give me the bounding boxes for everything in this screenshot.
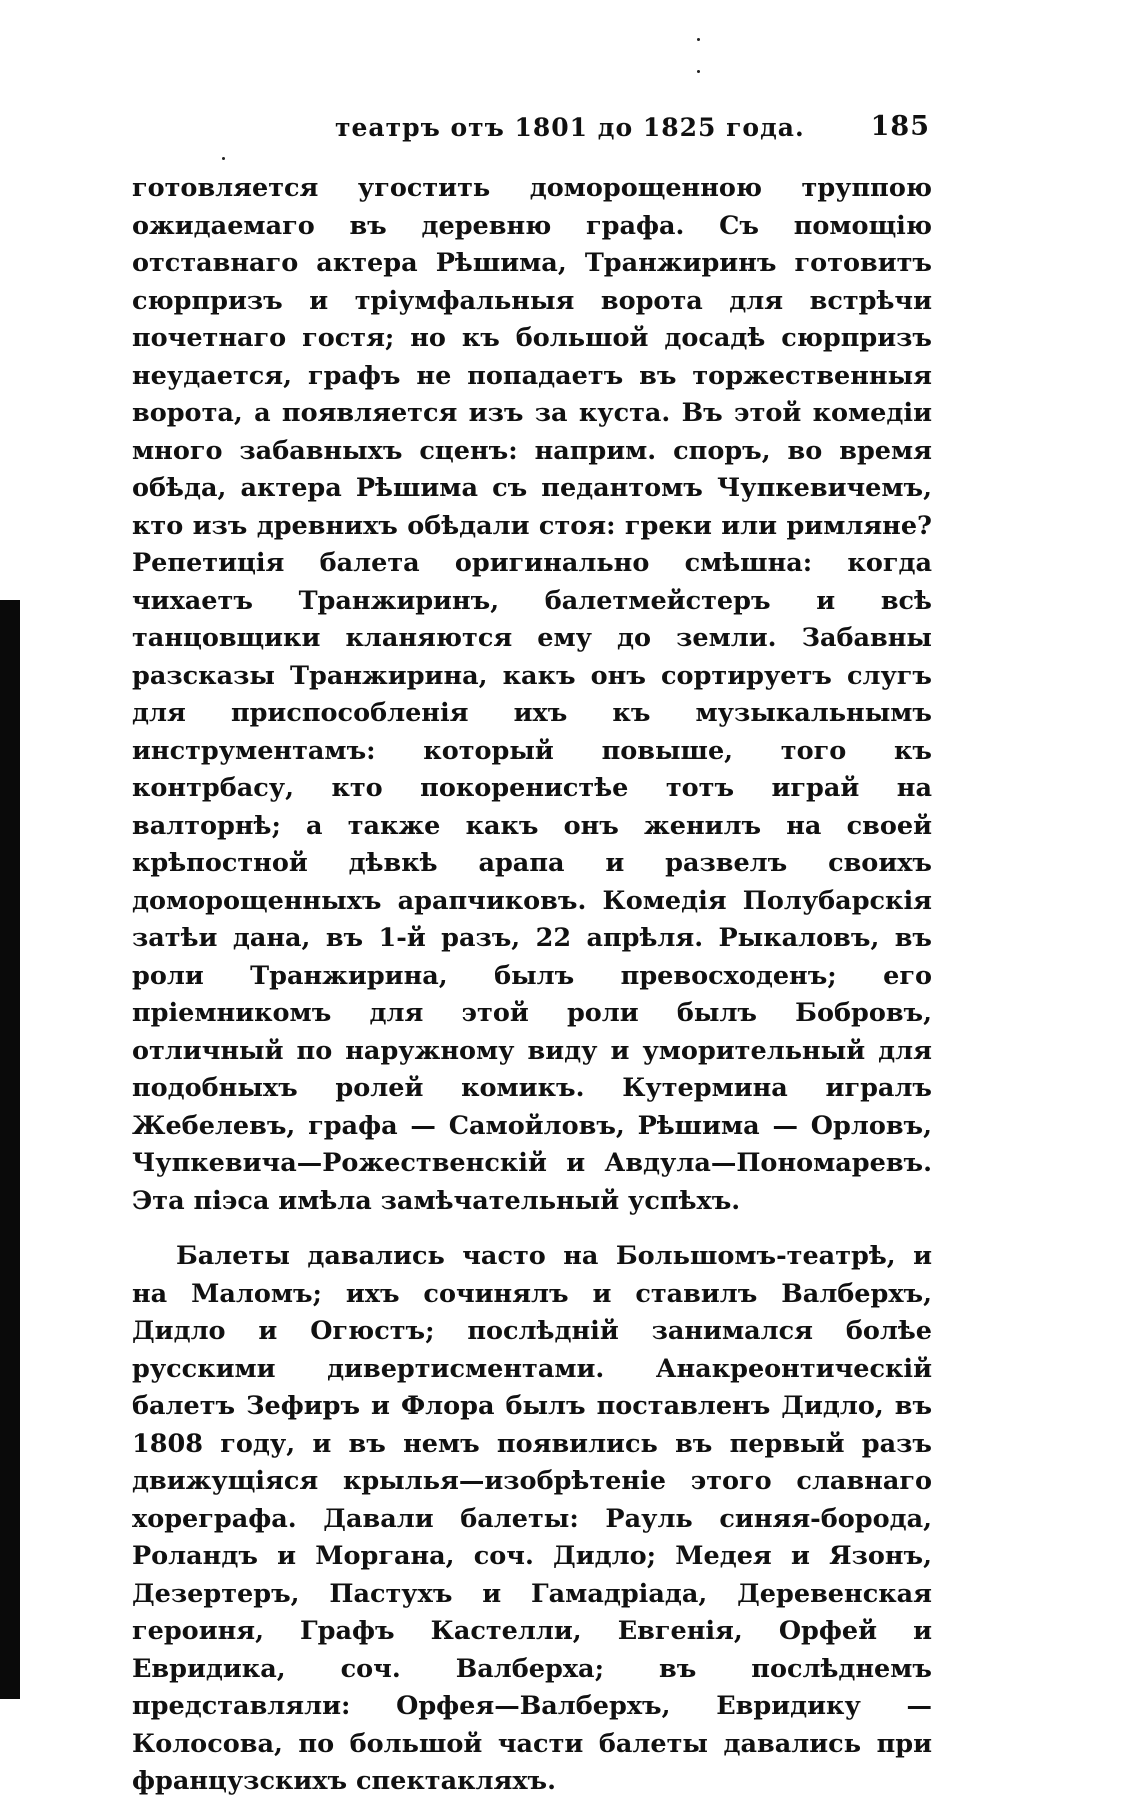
paragraph: Балеты давались часто на Большомъ-театрѣ, и на Маломъ; ихъ сочинялъ и ставилъ Валберхъ, Дидло и Огюстъ; послѣдній занимался болѣе русскими дивертисментами. Анакреонтическій балетъ Зефиръ и Флора былъ поставленъ Дидло, въ 1808 году, и въ немъ появились въ первый разъ движущіяся крылья—изобрѣтеніе этого славнаго хореграфа. Давали балеты: Рауль синяя-борода, Роландъ и Моргана, соч. Дидло; Медея и Язонъ, Дезертеръ, Пастухъ и Гамадріада, Деревенская героиня, Графъ Кастелли, Евгенія, Орфей и Евридика, соч. Валберха; въ послѣднемъ представляли: Орфея—Валберхъ, Евридику — Колосова, по большой части балеты давались при французскихъ спектакляхъ. [132,1241,932,1796]
scan-page-edge [0,600,20,1699]
scan-speck [697,70,700,73]
body-text [132,170,932,1801]
paragraph: готовляется угостить доморощенною труппою ожидаемаго въ деревню графа. Съ помощію отставнаго актера Рѣшима, Транжиринъ готовитъ сюрпризъ и тріумфальныя ворота для встрѣчи почетнаго гостя; но къ большой досадѣ сюрпризъ неудается, графъ не попадаетъ въ торжественныя ворота, а появляется изъ за куста. Въ этой комедіи много забавныхъ сценъ: наприм. споръ, во время обѣда, актера Рѣшима съ педантомъ Чупкевичемъ, кто изъ древнихъ обѣдали стоя: греки или римляне? Репетиція балета оригинально смѣшна: когда чихаетъ Транжиринъ, балетмейстеръ и всѣ танцовщики кланяются ему до земли. Забавны разсказы Транжирина, какъ онъ сортируетъ слугъ для приспособленія ихъ къ музыкальнымъ инструментамъ: который повыше, того къ контрбасу, кто покоренистѣе тотъ играй на валторнѣ; а также какъ онъ женилъ на своей крѣпостной дѣвкѣ арапа и развелъ своихъ доморощенныхъ арапчиковъ. Комедія Полубарскія затѣи дана, въ 1-й разъ, 22 апрѣля. Рыкаловъ, въ роли Транжирина, былъ превосходенъ; его пріемникомъ для этой роли былъ Бобровъ, отличный по наружному виду и уморительный для подобныхъ ролей комикъ. Кутермина игралъ Жебелевъ, графа — Самойловъ, Рѣшима — Орловъ, Чупкевича—Рожественскій и Авдула—Пономаревъ. Эта піэса имѣла замѣчательный успѣхъ. [132,173,932,1216]
page-number: 185 [870,111,930,142]
running-title: театръ отъ 1801 до 1825 года. [335,113,805,142]
running-head [130,113,940,153]
scan-speck [222,157,225,160]
scan-speck [697,38,700,41]
